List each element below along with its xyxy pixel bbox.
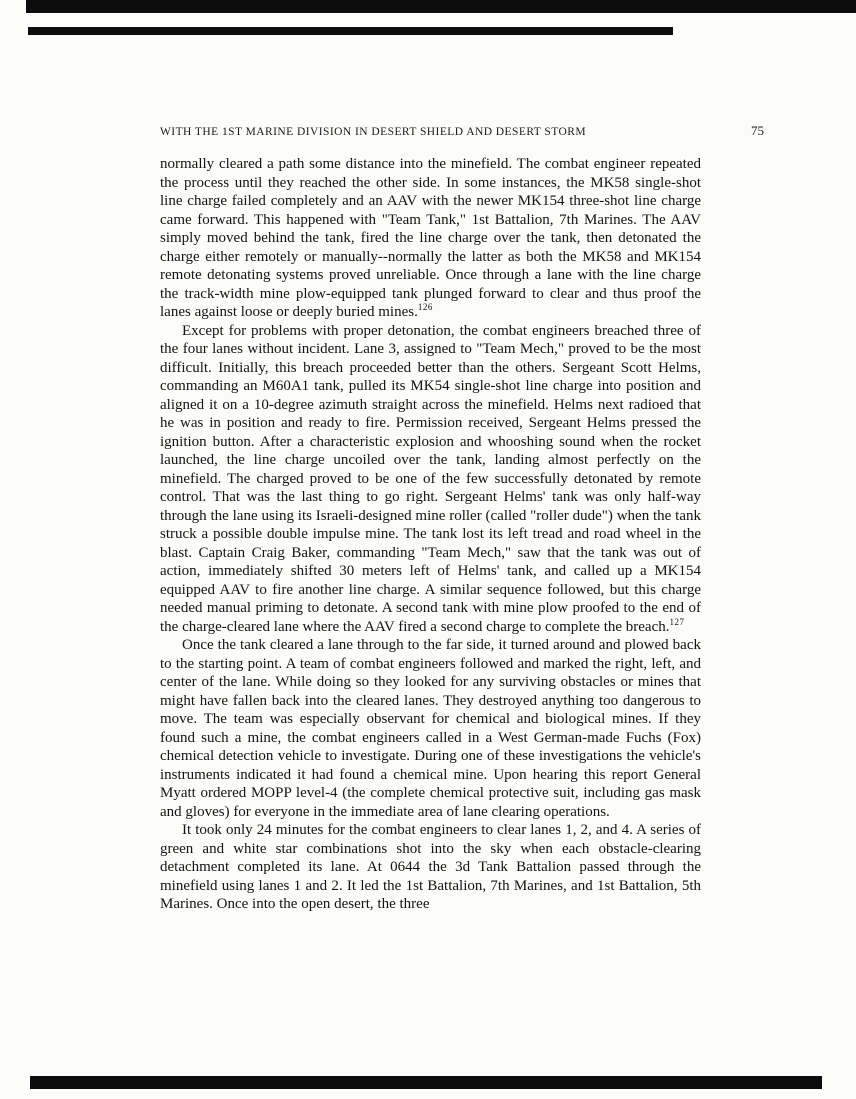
- scan-artifact-top-bar: [26, 0, 856, 13]
- footnote-marker-127: 127: [669, 616, 685, 627]
- paragraph-1: [160, 155, 701, 322]
- running-header: [160, 123, 764, 139]
- paragraph-4: [160, 821, 701, 914]
- running-header-title: WITH THE 1ST MARINE DIVISION IN DESERT SHIELD AND DESERT STORM: [160, 126, 587, 138]
- paragraph-4-text: It took only 24 minutes for the combat engineers to clear lanes 1, 2, and 4. A series of green and white star combinations shot into the sky when each obstacle-clearing detachment completed its lane. At 0644 the 3d Tank Battalion passed through the minefield using lanes 1 and 2. It led the 1st Battalion, 7th Marines, and 1st Battalion, 5th Marines. Once into the open desert, the three: [160, 822, 701, 912]
- paragraph-2-text: Except for problems with proper detonation, the combat engineers breached three of the four lanes without incident. Lane 3, assigned to "Team Mech," proved to be the most difficult. Initially, this breach proceeded better than the others. Sergeant Scott Helms, commanding an M60A1 tank, pulled its MK54 single-shot line charge into position and aligned it on a 10-degree azimuth straight across the minefield. Helms next radioed that he was in position and ready to fire. Permission received, Sergeant Helms pressed the ignition button. After a characteristic explosion and whooshing sound when the rocket launched, the line charge uncoiled over the tank, landing almost perfectly on the minefield. The charged proved to be one of the few successfully detonated by remote control. That was the last thing to go right. Sergeant Helms' tank was only half-way through the lane using its Israeli-designed mine roller (called "roller dude") when the tank struck a possible double impulse mine. The tank lost its left tread and road wheel in the blast. Captain Craig Baker, commanding "Team Mech," saw that the tank was out of action, immediately shifted 30 meters left of Helms' tank, and called up a MK154 equipped AAV to fire another line charge. A similar sequence followed, but this charge needed manual priming to detonate. A second tank with mine plow proofed to the end of the charge-cleared lane where the AAV fired a second charge to complete the breach.: [160, 322, 701, 635]
- paragraph-1-text: normally cleared a path some distance into the minefield. The combat engineer repeated the process until they reached the other side. In some instances, the MK58 single-shot line charge failed completely and an AAV with the newer MK154 three-shot line charge came forward. This happened with "Team Tank," 1st Battalion, 7th Marines. The AAV simply moved behind the tank, fired the line charge over the tank, then detonated the charge either remotely or manually--normally the latter as both the MK58 and MK154 remote detonating systems proved unreliable. Once through a lane with the line charge the track-width mine plow-equipped tank plunged forward to clear and thus proof the lanes against loose or deeply buried mines.: [160, 156, 701, 320]
- paragraph-3: [160, 636, 701, 821]
- scan-artifact-top-stripe: [28, 27, 673, 35]
- scan-artifact-bottom-bar: [30, 1076, 822, 1089]
- paragraph-3-text: Once the tank cleared a lane through to the far side, it turned around and plowed back to the starting point. A team of combat engineers followed and marked the right, left, and center of the lane. While doing so they looked for any surviving obstacles or mines that might have fallen back into the cleared lanes. They destroyed anything too dangerous to move. The team was especially observant for chemical and biological mines. If they found such a mine, the combat engineers called in a West German-made Fuchs (Fox) chemical detection vehicle to investigate. During one of these investigations the vehicle's instruments indicated it had found a chemical mine. Upon hearing this report General Myatt ordered MOPP level-4 (the complete chemical protective suit, including gas mask and gloves) for everyone in the immediate area of lane clearing operations.: [160, 637, 701, 820]
- page-body: [160, 155, 701, 914]
- page-number: 75: [751, 123, 764, 138]
- paragraph-2: [160, 322, 701, 637]
- footnote-marker-126: 126: [417, 302, 433, 312]
